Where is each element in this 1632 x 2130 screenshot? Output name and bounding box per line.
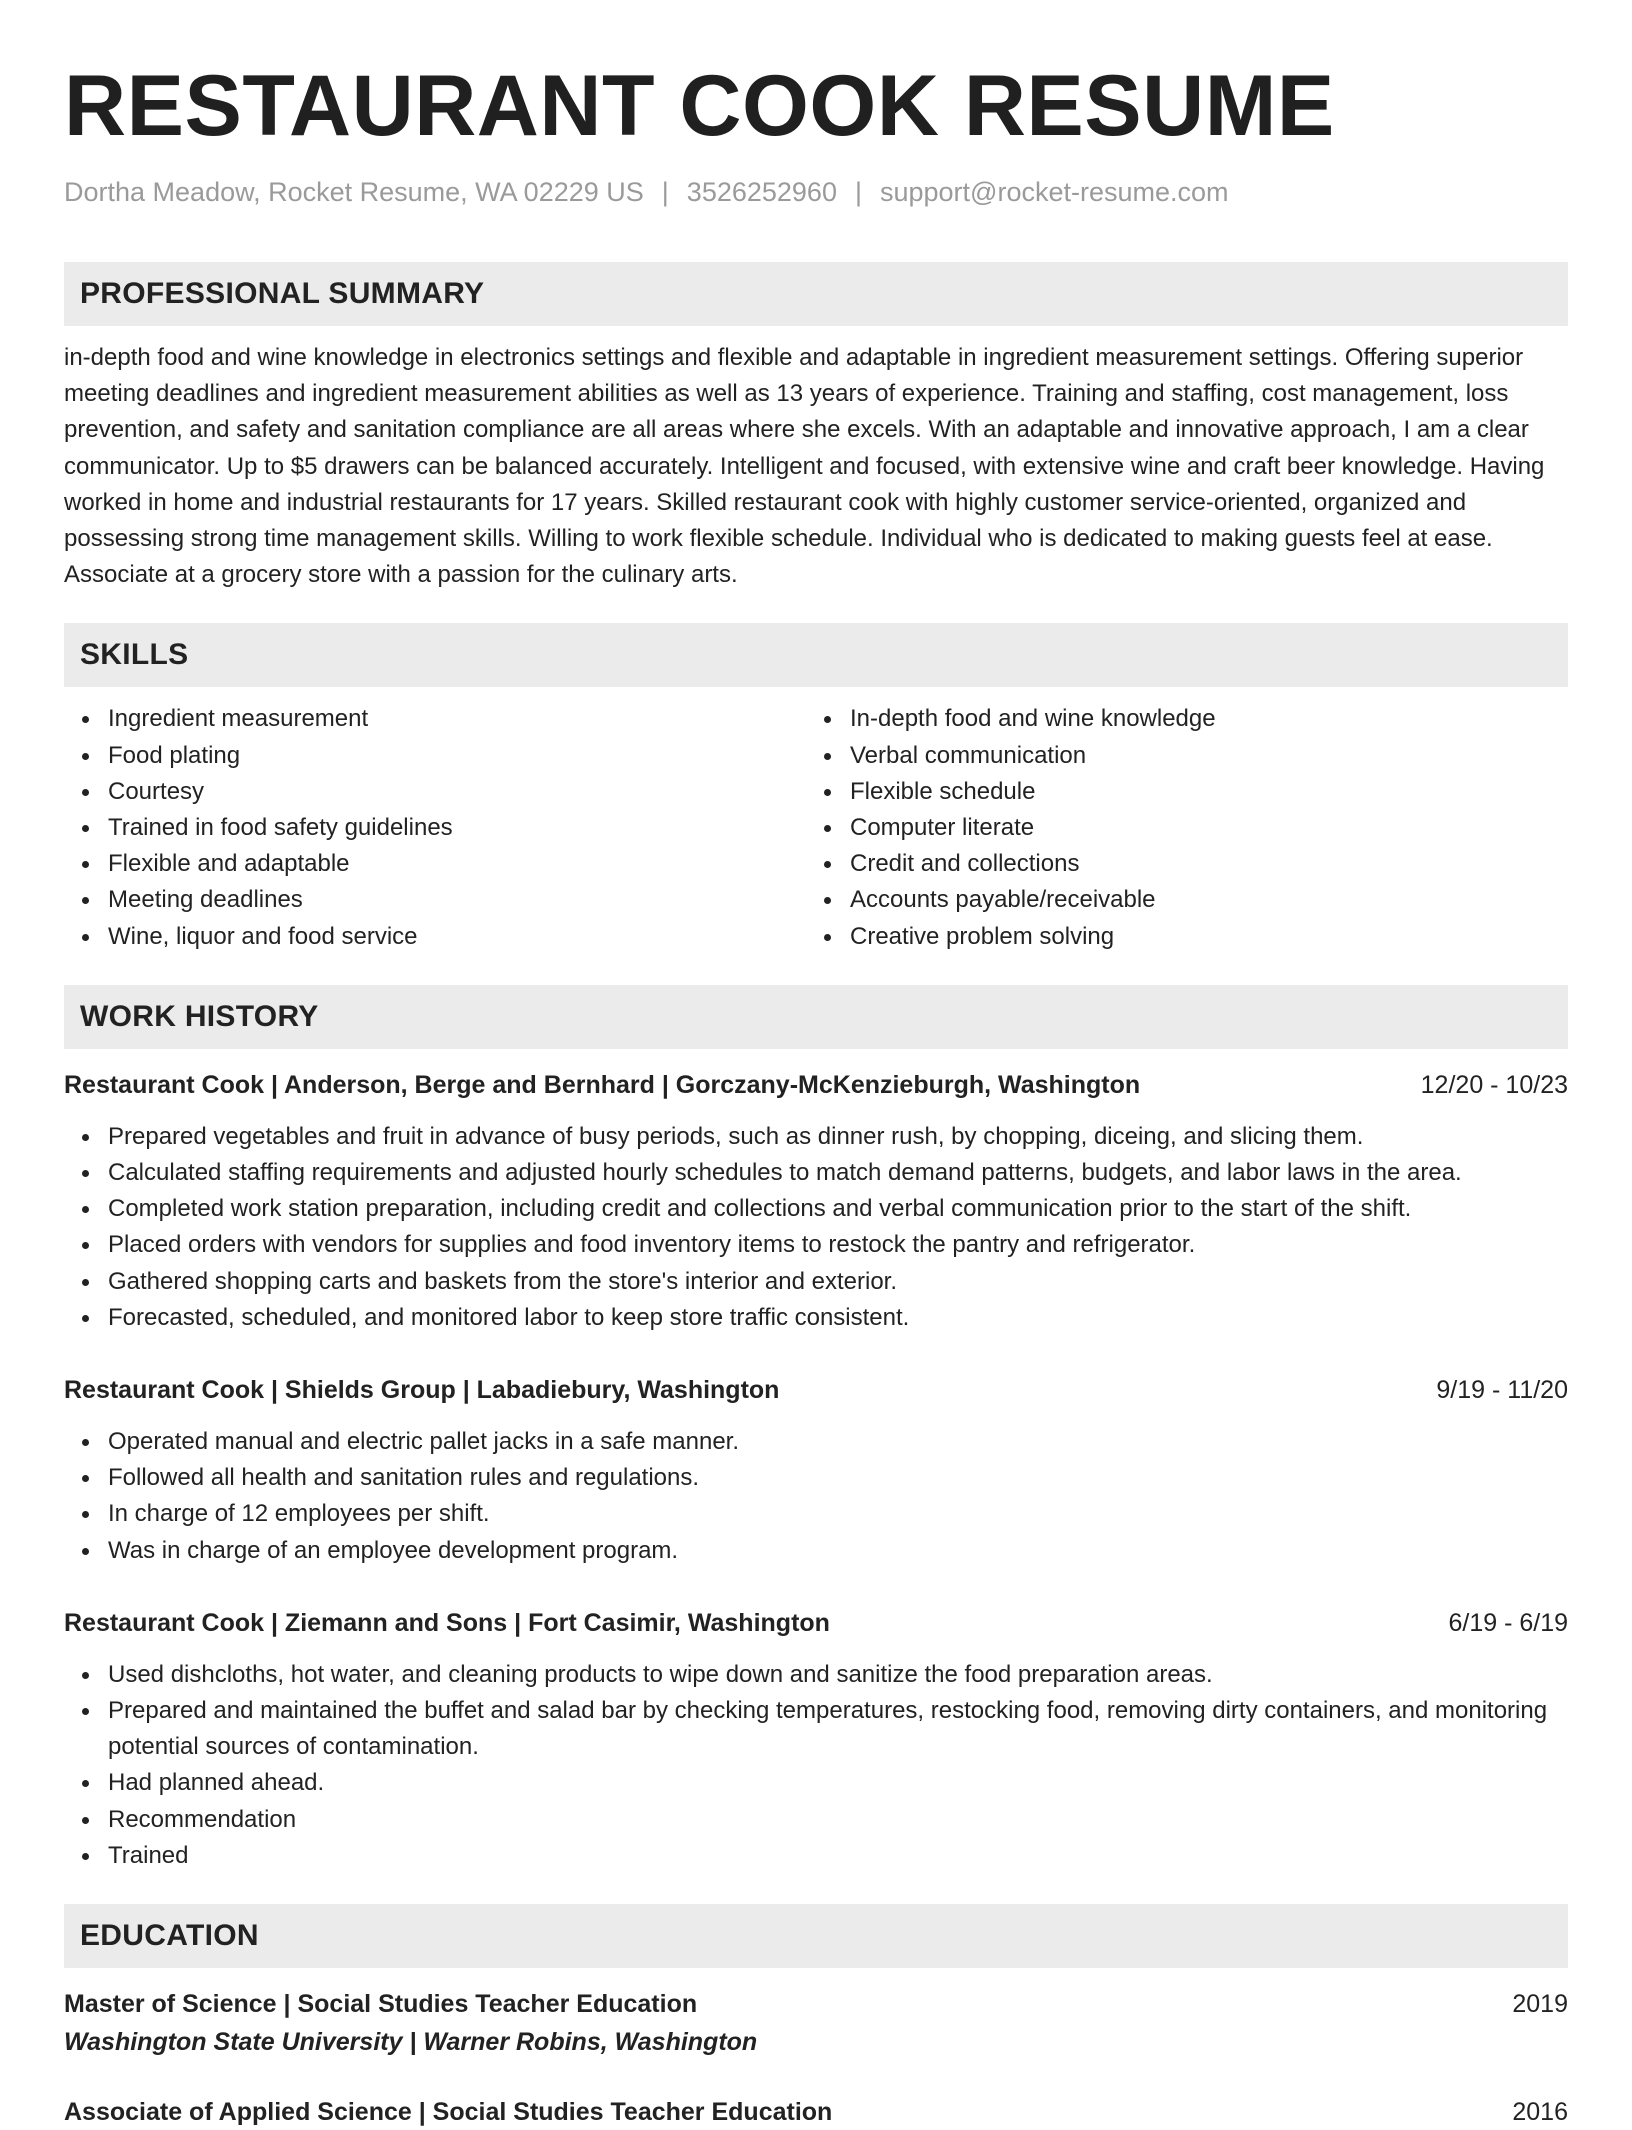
resume-title: RESTAURANT COOK RESUME <box>64 58 1335 154</box>
job-bullet: In charge of 12 employees per shift. <box>108 1496 1568 1532</box>
job-bullet: Forecasted, scheduled, and monitored labor to keep store traffic consistent. <box>108 1300 1568 1336</box>
job-bullet: Recommendation <box>108 1802 1568 1838</box>
job-header <box>64 1605 1568 1641</box>
contact-email: support@rocket-resume.com <box>879 177 1229 207</box>
skill-item: Courtesy <box>108 774 806 810</box>
job-bullets <box>64 1424 1568 1569</box>
skill-item: Wine, liquor and food service <box>108 919 806 955</box>
job-bullet: Followed all health and sanitation rules and regulations. <box>108 1460 1568 1496</box>
skill-item: Trained in food safety guidelines <box>108 810 806 846</box>
job-bullet: Prepared vegetables and fruit in advance of busy periods, such as dinner rush, by chopping, diceing, and slicing them. <box>108 1119 1568 1155</box>
job-header <box>64 1067 1568 1103</box>
skills-list <box>64 701 1568 954</box>
job-heading: Restaurant Cook | Ziemann and Sons | Fort Casimir, Washington <box>64 1608 830 1637</box>
skill-item: In-depth food and wine knowledge <box>850 701 1548 737</box>
contact-line <box>64 174 1568 210</box>
skill-item: Verbal communication <box>850 738 1548 774</box>
job-entry <box>64 1605 1568 1874</box>
education-degree: Associate of Applied Science | Social Studies Teacher Education <box>64 2098 833 2127</box>
education-year: 2016 <box>1512 2098 1568 2127</box>
education-year: 2019 <box>1512 1990 1568 2019</box>
section-header-summary: PROFESSIONAL SUMMARY <box>64 262 1568 326</box>
education-header <box>64 1986 1568 2022</box>
section-header-skills: SKILLS <box>64 623 1568 687</box>
skill-item: Computer literate <box>850 810 1548 846</box>
job-dates: 9/19 - 11/20 <box>1436 1376 1568 1405</box>
education-entry <box>64 2094 1568 2130</box>
education-degree: Master of Science | Social Studies Teacher Education <box>64 1990 698 2019</box>
job-dates: 12/20 - 10/23 <box>1420 1070 1568 1099</box>
job-heading: Restaurant Cook | Shields Group | Labadiebury, Washington <box>64 1376 780 1405</box>
job-header <box>64 1372 1568 1408</box>
contact-address: Dortha Meadow, Rocket Resume, WA 02229 US <box>64 177 644 207</box>
skill-item: Flexible and adaptable <box>108 846 806 882</box>
job-bullet: Prepared and maintained the buffet and salad bar by checking temperatures, restocking food, removing dirty containers, and monitoring potential sources of contamination. <box>108 1693 1568 1765</box>
contact-separator: | <box>854 177 862 207</box>
job-bullet: Completed work station preparation, including credit and collections and verbal communication prior to the start of the shift. <box>108 1191 1568 1227</box>
job-bullet: Operated manual and electric pallet jacks in a safe manner. <box>108 1424 1568 1460</box>
job-entry <box>64 1067 1568 1336</box>
job-heading: Restaurant Cook | Anderson, Berge and Bernhard | Gorczany-McKenzieburgh, Washington <box>64 1070 1141 1099</box>
skills-column-left <box>64 701 806 954</box>
summary-text: in-depth food and wine knowledge in electronics settings and flexible and adaptable in ingredient measurement settings. Offering superior meeting deadlines and ingredient measurement abilities as well as 13 years of experience. Training and staffing, cost management, loss prevention, and safety and sanitation compliance are all areas where she excels. With an adaptable and innovative approach, I am a clear communicator. Up to $5 drawers can be balanced accurately. Intelligent and focused, with extensive wine and craft beer knowledge. Having worked in home and industrial restaurants for 17 years. Skilled restaurant cook with highly customer service-oriented, organized and possessing strong time management skills. Willing to work flexible schedule. Individual who is dedicated to making guests feel at ease. Associate at a grocery store with a passion for the culinary arts. <box>64 344 1545 589</box>
job-entry <box>64 1372 1568 1569</box>
skill-item: Food plating <box>108 738 806 774</box>
education-entry <box>64 1986 1568 2060</box>
education-header <box>64 2094 1568 2130</box>
job-dates: 6/19 - 6/19 <box>1448 1608 1568 1637</box>
skill-item: Ingredient measurement <box>108 701 806 737</box>
job-bullet: Trained <box>108 1838 1568 1874</box>
job-bullet: Had planned ahead. <box>108 1765 1568 1801</box>
contact-separator: | <box>661 177 669 207</box>
section-header-work-history: WORK HISTORY <box>64 985 1568 1049</box>
skill-item: Meeting deadlines <box>108 882 806 918</box>
job-bullet: Was in charge of an employee development program. <box>108 1533 1568 1569</box>
contact-phone: 3526252960 <box>686 177 837 207</box>
job-bullets <box>64 1119 1568 1336</box>
job-bullets <box>64 1657 1568 1874</box>
skill-item: Credit and collections <box>850 846 1548 882</box>
skills-column-right <box>806 701 1548 954</box>
skill-item: Accounts payable/receivable <box>850 882 1548 918</box>
section-header-education: EDUCATION <box>64 1904 1568 1968</box>
skill-item: Flexible schedule <box>850 774 1548 810</box>
skill-item: Creative problem solving <box>850 919 1548 955</box>
education-school: Washington State University | Warner Robins, Washington <box>64 2028 758 2057</box>
job-bullet: Gathered shopping carts and baskets from the store's interior and exterior. <box>108 1264 1568 1300</box>
job-bullet: Used dishcloths, hot water, and cleaning products to wipe down and sanitize the food preparation areas. <box>108 1657 1568 1693</box>
job-bullet: Placed orders with vendors for supplies and food inventory items to restock the pantry and refrigerator. <box>108 1227 1568 1263</box>
job-bullet: Calculated staffing requirements and adjusted hourly schedules to match demand patterns, budgets, and labor laws in the area. <box>108 1155 1568 1191</box>
